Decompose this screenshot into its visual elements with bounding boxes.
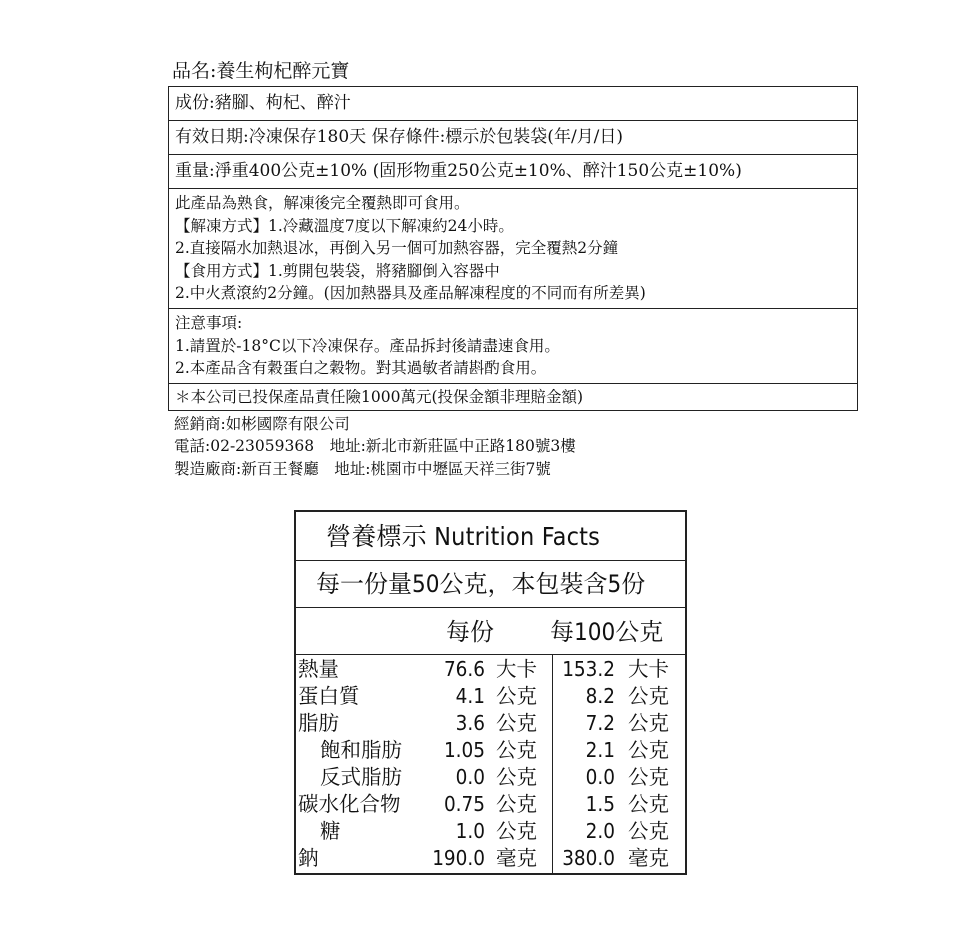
value-per-serving: 76.6 (443, 657, 485, 681)
value-per-100g: 380.0 (562, 846, 615, 870)
unit-per-serving: 公克 (496, 684, 537, 708)
notes (169, 309, 857, 384)
value-per-serving: 1.0 (455, 819, 485, 843)
instruction-line: 2.中火煮滾約2分鐘。(因加熱器具及產品解凍程度的不同而有所差異) (175, 284, 646, 303)
unit-per-serving: 大卡 (496, 657, 537, 681)
nutrition-row (296, 817, 685, 844)
product-label (168, 56, 858, 480)
nutrient-name: 碳水化合物 (298, 792, 401, 816)
insurance-note: ＊本公司已投保產品責任險1000萬元(投保金額非理賠金額) (175, 387, 584, 406)
unit-per-serving: 公克 (496, 792, 537, 816)
instructions (169, 189, 857, 309)
distributor-info (168, 413, 858, 481)
unit-per-100g: 公克 (628, 711, 669, 735)
nutrient-name: 反式脂肪 (320, 765, 402, 789)
product-name: 品名:養生枸杞醉元寶 (172, 60, 350, 82)
nutrition-row (296, 763, 685, 790)
nutrient-name: 熱量 (298, 657, 339, 681)
unit-per-serving: 公克 (496, 711, 537, 735)
unit-per-100g: 公克 (628, 738, 669, 762)
unit-per-serving: 毫克 (496, 846, 537, 870)
unit-per-100g: 公克 (628, 819, 669, 843)
nutrient-name: 飽和脂肪 (320, 738, 402, 762)
col-per-serving: 每份 (446, 618, 494, 646)
net-weight: 重量:淨重400公克±10% (固形物重250公克±10%、醉汁150公克±10%) (169, 155, 857, 189)
nutrition-row (296, 790, 685, 817)
unit-per-100g: 毫克 (628, 846, 669, 870)
value-per-100g: 8.2 (585, 684, 615, 708)
unit-per-serving: 公克 (496, 738, 537, 762)
nutrition-row (296, 709, 685, 736)
value-per-serving: 0.75 (443, 792, 485, 816)
nutrient-name: 脂肪 (298, 711, 339, 735)
value-per-100g: 7.2 (585, 711, 615, 735)
instruction-line: 此產品為熟食，解凍後完全覆熱即可食用。 (175, 194, 470, 212)
value-per-serving: 0.0 (455, 765, 485, 789)
distributor-line: 製造廠商:新百王餐廳 地址:桃園市中壢區天祥三街7號 (174, 459, 551, 478)
label-frame (168, 86, 858, 411)
distributor-line: 經銷商:如彬國際有限公司 (174, 414, 350, 433)
value-per-100g: 153.2 (562, 657, 615, 681)
nutrition-body (296, 655, 685, 875)
unit-per-100g: 公克 (628, 765, 669, 789)
note-line: 2.本產品含有穀蛋白之穀物。對其過敏者請斟酌食用。 (175, 359, 547, 378)
unit-per-100g: 公克 (628, 684, 669, 708)
distributor-line: 電話:02-23059368 地址:新北市新莊區中正路180號3樓 (174, 437, 576, 456)
value-per-serving: 190.0 (432, 846, 485, 870)
value-per-serving: 3.6 (455, 711, 485, 735)
unit-per-serving: 公克 (496, 765, 537, 789)
unit-per-100g: 大卡 (628, 657, 669, 681)
nutrition-row (296, 682, 685, 709)
note-line: 1.請置於-18°C以下冷凍保存。產品拆封後請盡速食用。 (175, 336, 560, 355)
expiry: 有效日期:冷凍保存180天 保存條件:標示於包裝袋(年/月/日) (169, 121, 857, 155)
ingredients: 成份:豬腳、枸杞、醉汁 (169, 87, 857, 121)
serving-size: 每一份量50公克，本包裝含5份 (296, 561, 685, 608)
value-per-100g: 2.0 (585, 819, 615, 843)
nutrient-name: 蛋白質 (298, 684, 360, 708)
nutrition-row (296, 736, 685, 763)
value-per-100g: 0.0 (585, 765, 615, 789)
instruction-line: 2.直接隔水加熱退冰，再倒入另一個可加熱容器，完全覆熱2分鐘 (175, 239, 619, 258)
value-per-serving: 4.1 (455, 684, 485, 708)
nutrition-header (296, 608, 685, 655)
unit-per-100g: 公克 (628, 792, 669, 816)
nutrition-facts-table (294, 510, 687, 875)
nutrition-row (296, 844, 685, 871)
col-per-100g: 每100公克 (550, 618, 664, 646)
value-per-serving: 1.05 (443, 738, 485, 762)
value-per-100g: 1.5 (585, 792, 615, 816)
unit-per-serving: 公克 (496, 819, 537, 843)
nutrient-name: 糖 (320, 819, 341, 843)
instruction-line: 【食用方式】1.剪開包裝袋，將豬腳倒入容器中 (175, 261, 500, 280)
instruction-line: 【解凍方式】1.冷藏溫度7度以下解凍約24小時。 (175, 216, 514, 235)
nutrition-title: 營養標示 Nutrition Facts (296, 512, 685, 561)
note-line: 注意事項: (175, 313, 243, 332)
nutrient-name: 鈉 (298, 846, 319, 870)
nutrition-row (296, 655, 685, 682)
value-per-100g: 2.1 (585, 738, 615, 762)
